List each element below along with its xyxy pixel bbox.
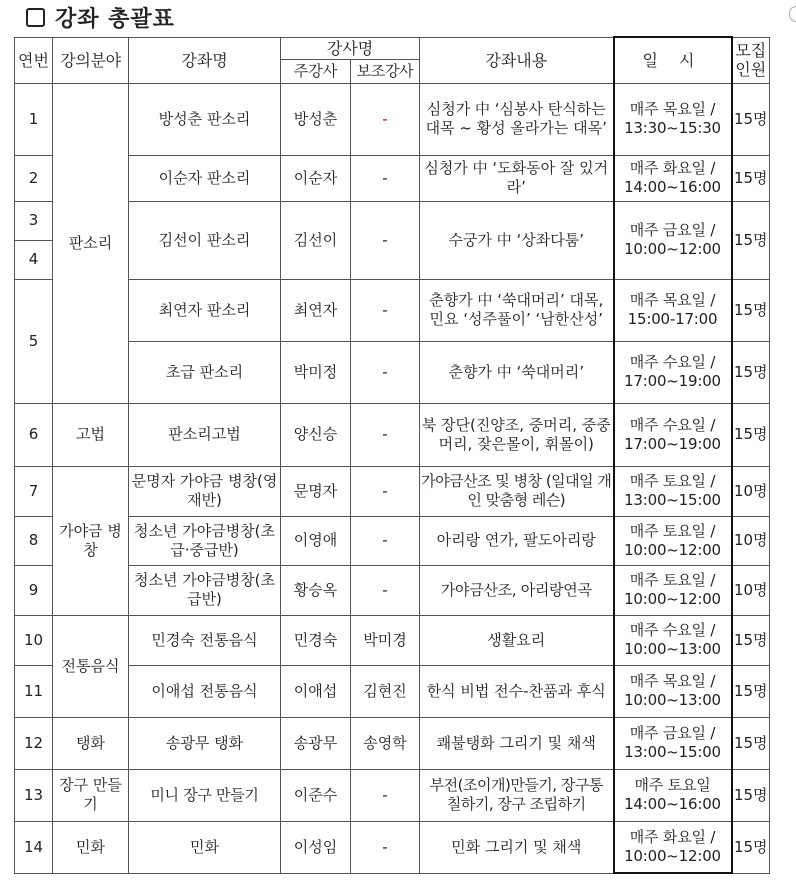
course-content: 민화 그리기 및 채색 <box>420 821 614 873</box>
table-row <box>15 279 770 341</box>
course-name: 청소년 가야금병창(초급·중급반) <box>129 516 281 565</box>
course-name: 이순자 판소리 <box>129 155 281 201</box>
table-row <box>15 466 770 516</box>
course-name: 이애섭 전통음식 <box>129 665 281 717</box>
assistant-instructor: - <box>351 201 420 279</box>
checkbox-icon <box>26 8 45 27</box>
table-row <box>15 83 770 155</box>
content-text: 부전(조이개)만들기, 장구통 칠하기, 장구 조립하기 <box>429 776 603 813</box>
course-content <box>420 466 614 516</box>
schedule-cell <box>614 403 732 466</box>
schedule-day: 매주 수요일 / <box>629 353 716 371</box>
header-capacity: 모집 인원 <box>732 37 770 83</box>
capacity: 10명 <box>732 466 770 516</box>
main-instructor: 박미정 <box>281 341 351 403</box>
table-row <box>15 341 770 403</box>
table-row <box>15 201 770 240</box>
schedule-time: 14:00~16:00 <box>624 178 721 196</box>
schedule-cell <box>614 615 732 665</box>
course-name: 청소년 가야금병창(초급반) <box>129 565 281 615</box>
schedule-time: 14:00~16:00 <box>624 795 721 813</box>
course-content: 한식 비법 전수-찬품과 후식 <box>420 665 614 717</box>
schedule-time: 15:00-17:00 <box>627 310 718 328</box>
capacity: 15명 <box>732 403 770 466</box>
field-cell: 판소리 <box>53 83 129 403</box>
schedule-day: 매주 화요일 / <box>629 159 716 177</box>
field-cell: 가야금 병창 <box>53 466 129 615</box>
course-name: 최연자 판소리 <box>129 279 281 341</box>
assistant-instructor: - <box>351 83 420 155</box>
table-row <box>15 665 770 717</box>
assistant-instructor: - <box>351 565 420 615</box>
table-row <box>15 717 770 769</box>
main-instructor: 이성임 <box>281 821 351 873</box>
course-name: 김선이 판소리 <box>129 201 281 279</box>
capacity: 15명 <box>732 155 770 201</box>
schedule-day: 매주 토요일 <box>634 776 711 794</box>
schedule-day: 매주 목요일 / <box>629 291 716 309</box>
course-content: 심청가 中 ‘심봉사 탄식하는 대목 ~ 황성 올라가는 대목’ <box>420 83 614 155</box>
schedule-time: 10:00~12:00 <box>624 846 721 865</box>
schedule-time: 17:00~19:00 <box>624 372 721 390</box>
schedule-cell <box>614 516 732 565</box>
table-row <box>15 769 770 821</box>
assistant-instructor: 송영학 <box>351 717 420 769</box>
header-assistant: 보조강사 <box>351 59 420 83</box>
schedule-day: 매주 목요일 / <box>629 100 716 118</box>
course-content: 춘향가 中 ‘쑥대머리’ <box>420 341 614 403</box>
capacity: 15명 <box>732 615 770 665</box>
schedule-day: 매주 수요일 / <box>629 621 716 639</box>
capacity: 15명 <box>732 769 770 821</box>
schedule-time: 10:00~12:00 <box>624 240 721 258</box>
field-cell: 탱화 <box>53 717 129 769</box>
table-row <box>15 403 770 466</box>
row-no: 2 <box>15 155 53 201</box>
course-name: 민경숙 전통음식 <box>129 615 281 665</box>
schedule-time: 10:00~13:00 <box>624 640 721 658</box>
field-cell: 민화 <box>53 821 129 873</box>
course-content: 가야금산조, 아리랑연곡 <box>420 565 614 615</box>
schedule-time: 13:00~15:00 <box>624 491 721 509</box>
main-instructor: 이애섭 <box>281 665 351 717</box>
row-no: 13 <box>15 769 53 821</box>
course-name: 문명자 가야금 병창(영재반) <box>129 466 281 516</box>
header-main-instructor: 주강사 <box>281 59 351 83</box>
assistant-instructor: - <box>351 821 420 873</box>
assistant-instructor: - <box>351 466 420 516</box>
schedule-cell <box>614 341 732 403</box>
table-row <box>15 516 770 565</box>
row-no: 11 <box>15 665 53 717</box>
schedule-day: 매주 토요일 / <box>629 571 716 589</box>
assistant-instructor: - <box>351 279 420 341</box>
schedule-time: 10:00~12:00 <box>624 590 721 608</box>
main-instructor: 문명자 <box>281 466 351 516</box>
schedule-day: 매주 수요일 / <box>629 415 716 434</box>
table-row <box>15 615 770 665</box>
capacity: 15명 <box>732 717 770 769</box>
main-instructor: 이영애 <box>281 516 351 565</box>
main-instructor: 이준수 <box>281 769 351 821</box>
row-no: 1 <box>15 83 53 155</box>
assistant-instructor: - <box>351 403 420 466</box>
schedule-time: 17:00~19:00 <box>624 434 721 453</box>
schedule-day: 매주 화요일 / <box>629 827 716 846</box>
table-row <box>15 821 770 873</box>
field-cell: 고법 <box>53 403 129 466</box>
table-row <box>15 155 770 201</box>
schedule-day: 매주 토요일 / <box>629 521 716 540</box>
course-content: 쾌불탱화 그리기 및 채색 <box>420 717 614 769</box>
assistant-instructor: - <box>351 155 420 201</box>
field-cell: 장구 만들기 <box>53 769 129 821</box>
capacity: 15명 <box>732 83 770 155</box>
course-content <box>420 769 614 821</box>
schedule-day: 매주 토요일 / <box>629 472 716 490</box>
row-no: 7 <box>15 466 53 516</box>
row-no: 8 <box>15 516 53 565</box>
course-name: 방성춘 판소리 <box>129 83 281 155</box>
schedule-cell <box>614 717 732 769</box>
header-content: 강좌내용 <box>420 37 614 83</box>
row-no: 9 <box>15 565 53 615</box>
assistant-instructor: 박미경 <box>351 615 420 665</box>
schedule-cell <box>614 201 732 279</box>
schedule-time: 13:00~15:00 <box>624 743 721 761</box>
schedule-cell <box>614 155 732 201</box>
schedule-day: 매주 목요일 / <box>629 672 716 690</box>
header-schedule: 일 시 <box>614 37 732 83</box>
header-field: 강의분야 <box>53 37 129 83</box>
assistant-instructor: - <box>351 516 420 565</box>
assistant-instructor: - <box>351 341 420 403</box>
row-no: 10 <box>15 615 53 665</box>
capacity: 10명 <box>732 516 770 565</box>
table-row <box>15 565 770 615</box>
main-instructor: 양신승 <box>281 403 351 466</box>
schedule-cell <box>614 769 732 821</box>
schedule-cell <box>614 565 732 615</box>
row-no: 3 <box>15 201 53 240</box>
capacity: 15명 <box>732 821 770 873</box>
course-name: 미니 장구 만들기 <box>129 769 281 821</box>
main-instructor: 송광무 <box>281 717 351 769</box>
assistant-instructor: 김현진 <box>351 665 420 717</box>
capacity: 15명 <box>732 201 770 279</box>
row-no: 6 <box>15 403 53 466</box>
schedule-day: 매주 금요일 / <box>629 724 716 742</box>
main-instructor: 최연자 <box>281 279 351 341</box>
page-title-area <box>26 2 175 32</box>
row-no: 5 <box>15 279 53 403</box>
course-content: 춘향가 中 ‘쑥대머리’ 대목, 민요 ‘성주풀이’ ‘남한산성’ <box>420 279 614 341</box>
schedule-cell <box>614 665 732 717</box>
course-content: 심청가 中 ‘도화동아 잘 있거라’ <box>420 155 614 201</box>
capacity: 15명 <box>732 279 770 341</box>
header-course: 강좌명 <box>129 37 281 83</box>
schedule-cell <box>614 466 732 516</box>
content-text: 가야금산조 및 병창 (일대일 개인 맞춤형 레슨) <box>421 472 612 509</box>
assistant-instructor: - <box>351 769 420 821</box>
schedule-cell <box>614 83 732 155</box>
header-instructor: 강사명 <box>281 37 420 59</box>
page-title: 강좌 총괄표 <box>55 6 175 32</box>
course-content: 아리랑 연가, 팔도아리랑 <box>420 516 614 565</box>
course-name: 민화 <box>129 821 281 873</box>
course-name: 판소리고법 <box>129 403 281 466</box>
schedule-day: 매주 금요일 / <box>629 221 716 239</box>
main-instructor: 이순자 <box>281 155 351 201</box>
main-instructor: 김선이 <box>281 201 351 279</box>
schedule-time: 10:00~13:00 <box>624 691 721 709</box>
schedule-time: 13:30~15:30 <box>624 119 721 137</box>
course-name: 송광무 탱화 <box>129 717 281 769</box>
course-content: 수궁가 中 ‘상좌다툼’ <box>420 201 614 279</box>
schedule-cell <box>614 821 732 873</box>
capacity: 15명 <box>732 665 770 717</box>
main-instructor: 민경숙 <box>281 615 351 665</box>
schedule-cell <box>614 279 732 341</box>
main-instructor: 방성춘 <box>281 83 351 155</box>
row-no: 4 <box>15 240 53 279</box>
capacity: 10명 <box>732 565 770 615</box>
row-no: 12 <box>15 717 53 769</box>
capacity: 15명 <box>732 341 770 403</box>
row-no: 14 <box>15 821 53 873</box>
field-cell: 전통음식 <box>53 615 129 717</box>
header-no: 연번 <box>15 37 53 83</box>
edge-tab-icon <box>789 6 796 22</box>
course-content: 북 장단(진양조, 중머리, 중중머리, 잦은몰이, 휘몰이) <box>420 403 614 466</box>
course-summary-table <box>14 36 770 874</box>
schedule-time: 10:00~12:00 <box>624 540 721 559</box>
course-name: 초급 판소리 <box>129 341 281 403</box>
course-content: 생활요리 <box>420 615 614 665</box>
main-instructor: 황승옥 <box>281 565 351 615</box>
